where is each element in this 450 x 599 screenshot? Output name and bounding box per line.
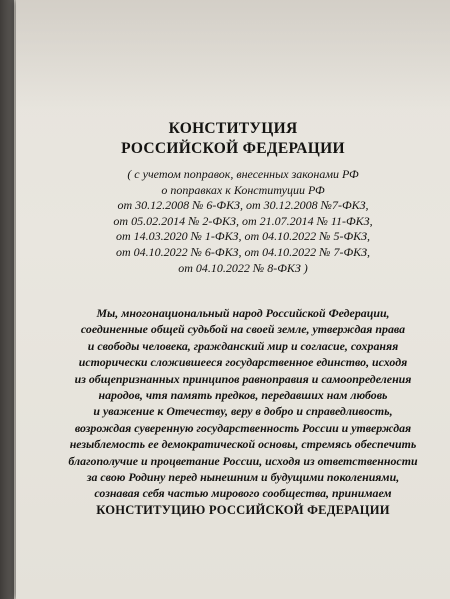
amendments-note — [56, 167, 430, 276]
amendments-note-line: ( с учетом поправок, внесенных законами РФ — [127, 167, 359, 181]
amendments-note-line: от 04.10.2022 № 6-ФКЗ, от 04.10.2022 № 7-ФКЗ, — [115, 244, 371, 259]
preamble-line: возрождая суверенную государственность России и утверждая — [74, 420, 412, 435]
preamble-line: сознавая себя частью мирового сообщества, принимаем — [94, 486, 392, 501]
amendments-note-line: от 14.03.2020 № 1-ФКЗ, от 04.10.2022 № 5-ФКЗ, — [115, 229, 371, 244]
amendments-note-line: от 05.02.2014 № 2-ФКЗ, от 21.07.2014 № 11-ФКЗ, — [113, 213, 373, 228]
preamble-line: и свободы человека, гражданский мир и согласие, сохраняя — [87, 338, 399, 353]
preamble-line: за свою Родину перед нынешним и будущими поколениями, — [86, 470, 400, 485]
preamble-line: Мы, многонациональный народ Российской Федерации, — [96, 306, 390, 320]
amendments-note-line: от 30.12.2008 № 6-ФКЗ, от 30.12.2008 №7-ФКЗ, — [117, 198, 369, 213]
preamble — [44, 305, 442, 518]
amendments-note-line: от 04.10.2022 № 8-ФКЗ ) — [178, 260, 308, 275]
page-content — [16, 0, 450, 599]
preamble-line: благополучие и процветание России, исходя из ответственности — [68, 453, 418, 468]
preamble-final-line: КОНСТИТУЦИЮ РОССИЙСКОЙ ФЕДЕРАЦИИ — [96, 502, 390, 517]
preamble-line: и уважение к Отечеству, веру в добро и справедливость, — [93, 404, 393, 419]
preamble-line: исторически сложившееся государственное единство, исходя — [78, 355, 408, 370]
preamble-line: народов, чтя память предков, передавших нам любовь — [98, 388, 388, 403]
preamble-line: из общепризнанных принципов равноправия и самоопределения — [74, 371, 412, 386]
preamble-line: соединенные общей судьбой на своей земле, утверждая права — [80, 322, 406, 337]
document-title-line-2: РОССИЙСКОЙ ФЕДЕРАЦИИ — [121, 140, 345, 157]
document-title-line-1: КОНСТИТУЦИЯ — [168, 120, 298, 137]
preamble-line: незыблемость ее демократической основы, стремясь обеспечить — [69, 437, 417, 452]
amendments-note-line: о поправках к Конституции РФ — [161, 182, 325, 197]
